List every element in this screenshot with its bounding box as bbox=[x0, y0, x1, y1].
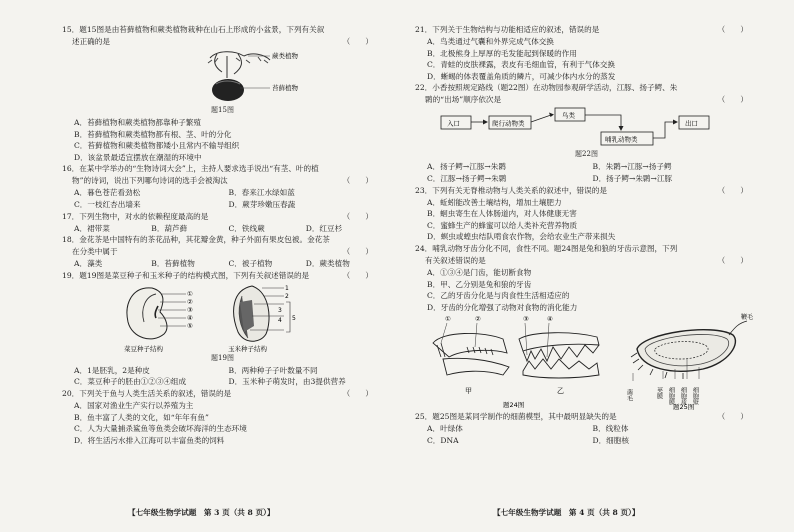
q18-stem: 18．金花茶是中国特有的茶花品种，其花瓣金黄，种子外面有果皮包被。金花茶 bbox=[62, 235, 330, 245]
answer-paren: （ ） bbox=[342, 388, 373, 398]
question-20 bbox=[62, 388, 383, 446]
answer-paren: （ ） bbox=[717, 255, 748, 265]
q22-option-b[interactable]: B．朱鹮→江豚→扬子鳄 bbox=[592, 162, 672, 172]
corn-label-5: 5 bbox=[292, 314, 296, 322]
q21-stem: 21．下列关于生物结构与功能相适应的叙述，错误的是 bbox=[415, 25, 600, 34]
zoo-route-diagram bbox=[425, 106, 755, 148]
teeth-label-3: ③ bbox=[523, 315, 529, 324]
q20-option-b[interactable]: B．鱼丰富了人类的文化，如“年年有鱼” bbox=[74, 412, 209, 422]
question-25 bbox=[415, 411, 758, 446]
answer-paren: （ ） bbox=[717, 412, 748, 422]
q17-option-b[interactable]: B．葫芦藓 bbox=[151, 223, 188, 233]
q21-option-b[interactable]: B．北极熊身上厚厚的毛发能起到保暖的作用 bbox=[427, 48, 577, 58]
q22-stem: 22．小香按照规定路线（题22图）在动物园参观研学活动，江豚、扬子鳄、朱 bbox=[415, 83, 678, 93]
rock-bonsai-figure bbox=[172, 48, 322, 104]
answer-paren: （ ） bbox=[717, 25, 748, 34]
figure-19 bbox=[62, 282, 383, 352]
q17-option-c[interactable]: C．铁线蕨 bbox=[228, 223, 265, 233]
q19-option-b[interactable]: B．两种种子子叶数量不同 bbox=[228, 365, 318, 375]
q25-stem: 25．题25图是某同学制作的细菌模型，其中最明显缺失的是 bbox=[415, 412, 617, 422]
q15-option-a[interactable]: A．苔藓植物和蕨类植物都靠种子繁殖 bbox=[74, 118, 201, 127]
q19-option-c[interactable]: C．菜豆种子的胚由①②③④组成 bbox=[74, 377, 187, 387]
q24-option-b[interactable]: B．甲、乙分别是兔和狼的牙齿 bbox=[427, 279, 532, 289]
q24-option-c[interactable]: C．乙的牙齿分化是与肉食性生活相适应的 bbox=[427, 291, 570, 301]
bean-seed-label: 菜豆种子结构 bbox=[124, 344, 163, 352]
q15-option-b[interactable]: B．苔藓植物和蕨类植物都有根、茎、叶的分化 bbox=[74, 129, 232, 139]
question-15 bbox=[62, 24, 383, 163]
route-box-exit: 出口 bbox=[685, 119, 698, 128]
corn-label-4: 4 bbox=[278, 316, 282, 324]
corn-label-1: 1 bbox=[285, 284, 289, 292]
route-box-birds: 鸟类 bbox=[562, 111, 575, 120]
answer-paren: （ ） bbox=[342, 37, 373, 46]
exam-page-4 bbox=[397, 0, 794, 532]
q24-stem-2: 有关叙述错误的是 bbox=[425, 255, 486, 265]
q16-option-a[interactable]: A．暮色苍茫看劲松 bbox=[74, 188, 141, 198]
q24-option-a[interactable]: A．①③④是门齿，能切断食物 bbox=[427, 267, 532, 277]
q23-option-b[interactable]: B．蛔虫寄生在人体肠道内，对人体健康无害 bbox=[427, 209, 577, 219]
label-pili: 菌毛 bbox=[625, 389, 633, 402]
figure-24-caption: 题24图 bbox=[503, 401, 525, 410]
teeth-label-2: ② bbox=[475, 315, 481, 324]
bean-label-5: ⑤ bbox=[187, 321, 193, 330]
q15-stem-2: 述正确的是 bbox=[72, 37, 110, 46]
figure-22-route-map bbox=[415, 106, 758, 148]
question-23 bbox=[415, 185, 758, 243]
q17-stem: 17．下列生物中，对水的依赖程度最高的是 bbox=[62, 211, 209, 221]
q16-option-c[interactable]: C．一枝红杏出墙来 bbox=[74, 199, 141, 209]
q15-stem: 15．题15图是由苔藓植物和蕨类植物栽种在山石上形成的小盆景，下列有关叙 bbox=[62, 25, 325, 34]
q25-option-b[interactable]: B．线粒体 bbox=[592, 424, 629, 434]
q18-option-b[interactable]: B．苔藓植物 bbox=[151, 259, 195, 269]
bean-label-2: ② bbox=[187, 297, 193, 306]
label-capsule: 荚膜 bbox=[655, 387, 663, 400]
question-18 bbox=[62, 234, 383, 270]
figure-19-caption: 题19图 bbox=[211, 353, 234, 362]
teeth-label-1: ① bbox=[445, 315, 451, 324]
q24-option-d[interactable]: D．牙齿的分化增强了动物对食物的消化能力 bbox=[427, 302, 578, 312]
bean-label-3: ③ bbox=[187, 305, 193, 314]
label-flagellum: 鞭毛 bbox=[741, 314, 754, 322]
label-fern: 蕨类植物 bbox=[272, 52, 298, 60]
bean-label-4: ④ bbox=[187, 313, 193, 322]
teeth-and-bacteria-figure bbox=[423, 313, 763, 411]
q23-stem: 23．下列有关无脊椎动物与人类关系的叙述中，错误的是 bbox=[415, 185, 607, 195]
q16-stem: 16．在某中学举办的“生物诗词大会”上，主持人要求选手说出“有茎、叶的植 bbox=[62, 164, 319, 174]
answer-paren: （ ） bbox=[342, 247, 373, 257]
corn-seed-label: 玉米种子结构 bbox=[228, 344, 267, 352]
question-22 bbox=[415, 82, 758, 184]
q15-option-d[interactable]: D．该盆景最适宜摆放在潮湿的环境中 bbox=[74, 152, 202, 162]
route-box-entrance: 入口 bbox=[447, 119, 460, 128]
label-jia: 甲 bbox=[465, 387, 472, 396]
teeth-label-4: ④ bbox=[547, 315, 553, 324]
q18-option-c[interactable]: C．被子植物 bbox=[228, 259, 273, 269]
q18-option-d[interactable]: D．蕨类植物 bbox=[305, 259, 350, 269]
figure-15 bbox=[62, 48, 383, 104]
question-17 bbox=[62, 211, 383, 235]
q18-option-a[interactable]: A．藻类 bbox=[74, 259, 103, 269]
answer-paren: （ ） bbox=[342, 270, 373, 280]
q25-option-c[interactable]: C．DNA bbox=[427, 435, 459, 445]
figure-25-caption: 题25图 bbox=[673, 403, 695, 412]
q16-option-d[interactable]: D．蕨芽珍嫩压春蔬 bbox=[228, 199, 296, 209]
q20-option-d[interactable]: D．将生活污水排入江海可以丰富鱼类的饲料 bbox=[74, 435, 225, 445]
label-yi: 乙 bbox=[557, 387, 564, 396]
q22-option-a[interactable]: A．扬子鳄→江豚→朱鹮 bbox=[427, 162, 506, 172]
q21-option-c[interactable]: C．青蛙的皮肤裸露，表皮有毛细血管，有利于气体交换 bbox=[427, 60, 616, 70]
label-cytoplasm: 细胞质 bbox=[679, 387, 687, 406]
q22-option-d[interactable]: D．扬子鳄→朱鹮→江豚 bbox=[592, 173, 673, 183]
q25-option-a[interactable]: A．叶绿体 bbox=[427, 424, 463, 434]
answer-paren: （ ） bbox=[342, 176, 373, 186]
q24-stem: 24．哺乳动物牙齿分化不同，食性不同。题24图是兔和狼的牙齿示意图，下列 bbox=[415, 243, 678, 253]
page-footer: 【七年级生物学试题 第 4 页（共 8 页）】 bbox=[493, 508, 640, 517]
answer-paren: （ ） bbox=[717, 95, 748, 105]
q23-option-a[interactable]: A．蚯蚓能改善土壤结构，增加土壤肥力 bbox=[427, 197, 562, 207]
corn-label-2: 2 bbox=[285, 292, 289, 300]
label-cell-wall: 细胞壁 bbox=[691, 387, 699, 406]
q17-option-a[interactable]: A．裙带菜 bbox=[74, 223, 110, 233]
figures-24-25 bbox=[415, 313, 758, 411]
q23-option-c[interactable]: C．蜜蜂生产的蜂蜜可以给人类补充营养物质 bbox=[427, 220, 578, 230]
q20-option-c[interactable]: C．人为大量捕杀鲨鱼等鱼类会破坏海洋的生态环境 bbox=[74, 424, 247, 434]
bean-label-1: ① bbox=[187, 289, 193, 298]
q18-stem-2: 在分类中属于 bbox=[72, 247, 118, 257]
question-24 bbox=[415, 243, 758, 411]
q22-stem-2: 鹮的“出场”顺序依次是 bbox=[425, 95, 502, 105]
figure-15-caption: 题15图 bbox=[211, 106, 234, 114]
answer-paren: （ ） bbox=[717, 185, 748, 195]
q19-stem: 19．题19图是菜豆种子和玉米种子的结构模式图，下列有关叙述错误的是 bbox=[62, 270, 310, 280]
question-19 bbox=[62, 270, 383, 388]
route-box-reptiles: 爬行动物类 bbox=[492, 119, 525, 128]
q20-option-a[interactable]: A．国家对渔业生产实行以养殖为主 bbox=[74, 400, 194, 410]
q20-stem: 20．下列关于鱼与人类生活关系的叙述，错误的是 bbox=[62, 388, 232, 398]
corn-label-3: 3 bbox=[278, 306, 282, 314]
q16-option-b[interactable]: B．春来江水绿如蓝 bbox=[228, 188, 295, 198]
q19-option-d[interactable]: D．玉米种子萌发时，由3提供营养 bbox=[228, 377, 346, 387]
route-box-mammals: 哺乳动物类 bbox=[605, 135, 638, 144]
q22-option-c[interactable]: C．江豚→扬子鳄→朱鹮 bbox=[427, 173, 507, 183]
q16-stem-2: 物”的诗词，说出下列哪句诗词的选手会被淘汰 bbox=[72, 176, 228, 186]
q17-option-d[interactable]: D．红豆杉 bbox=[305, 223, 343, 233]
q15-option-c[interactable]: C．苔藓植物和蕨类植物都矮小且常内不输导组织 bbox=[74, 141, 240, 151]
label-moss: 苔藓植物 bbox=[272, 84, 298, 92]
q19-option-a[interactable]: A．1是胚乳，2是种皮 bbox=[74, 365, 150, 375]
q23-option-d[interactable]: D．螟虫或蝗虫结队啃食农作物，会给农业生产带来损失 bbox=[427, 232, 616, 242]
question-21 bbox=[415, 24, 758, 82]
seed-structure-figure bbox=[102, 282, 332, 352]
question-16 bbox=[62, 163, 383, 210]
figure-22-caption: 题22图 bbox=[575, 150, 598, 159]
label-cell-membrane: 细胞膜 bbox=[667, 387, 675, 406]
q25-option-d[interactable]: D．细胞核 bbox=[592, 435, 629, 445]
page-footer: 【七年级生物学试题 第 3 页（共 8 页）】 bbox=[128, 508, 275, 517]
answer-paren: （ ） bbox=[342, 211, 373, 221]
q21-option-a[interactable]: A．鸟类通过气囊和外界完成气体交换 bbox=[427, 37, 554, 46]
q21-option-d[interactable]: D．蜥蜴的体表覆盖角质的鳞片，可减少体内水分的蒸发 bbox=[427, 71, 616, 81]
